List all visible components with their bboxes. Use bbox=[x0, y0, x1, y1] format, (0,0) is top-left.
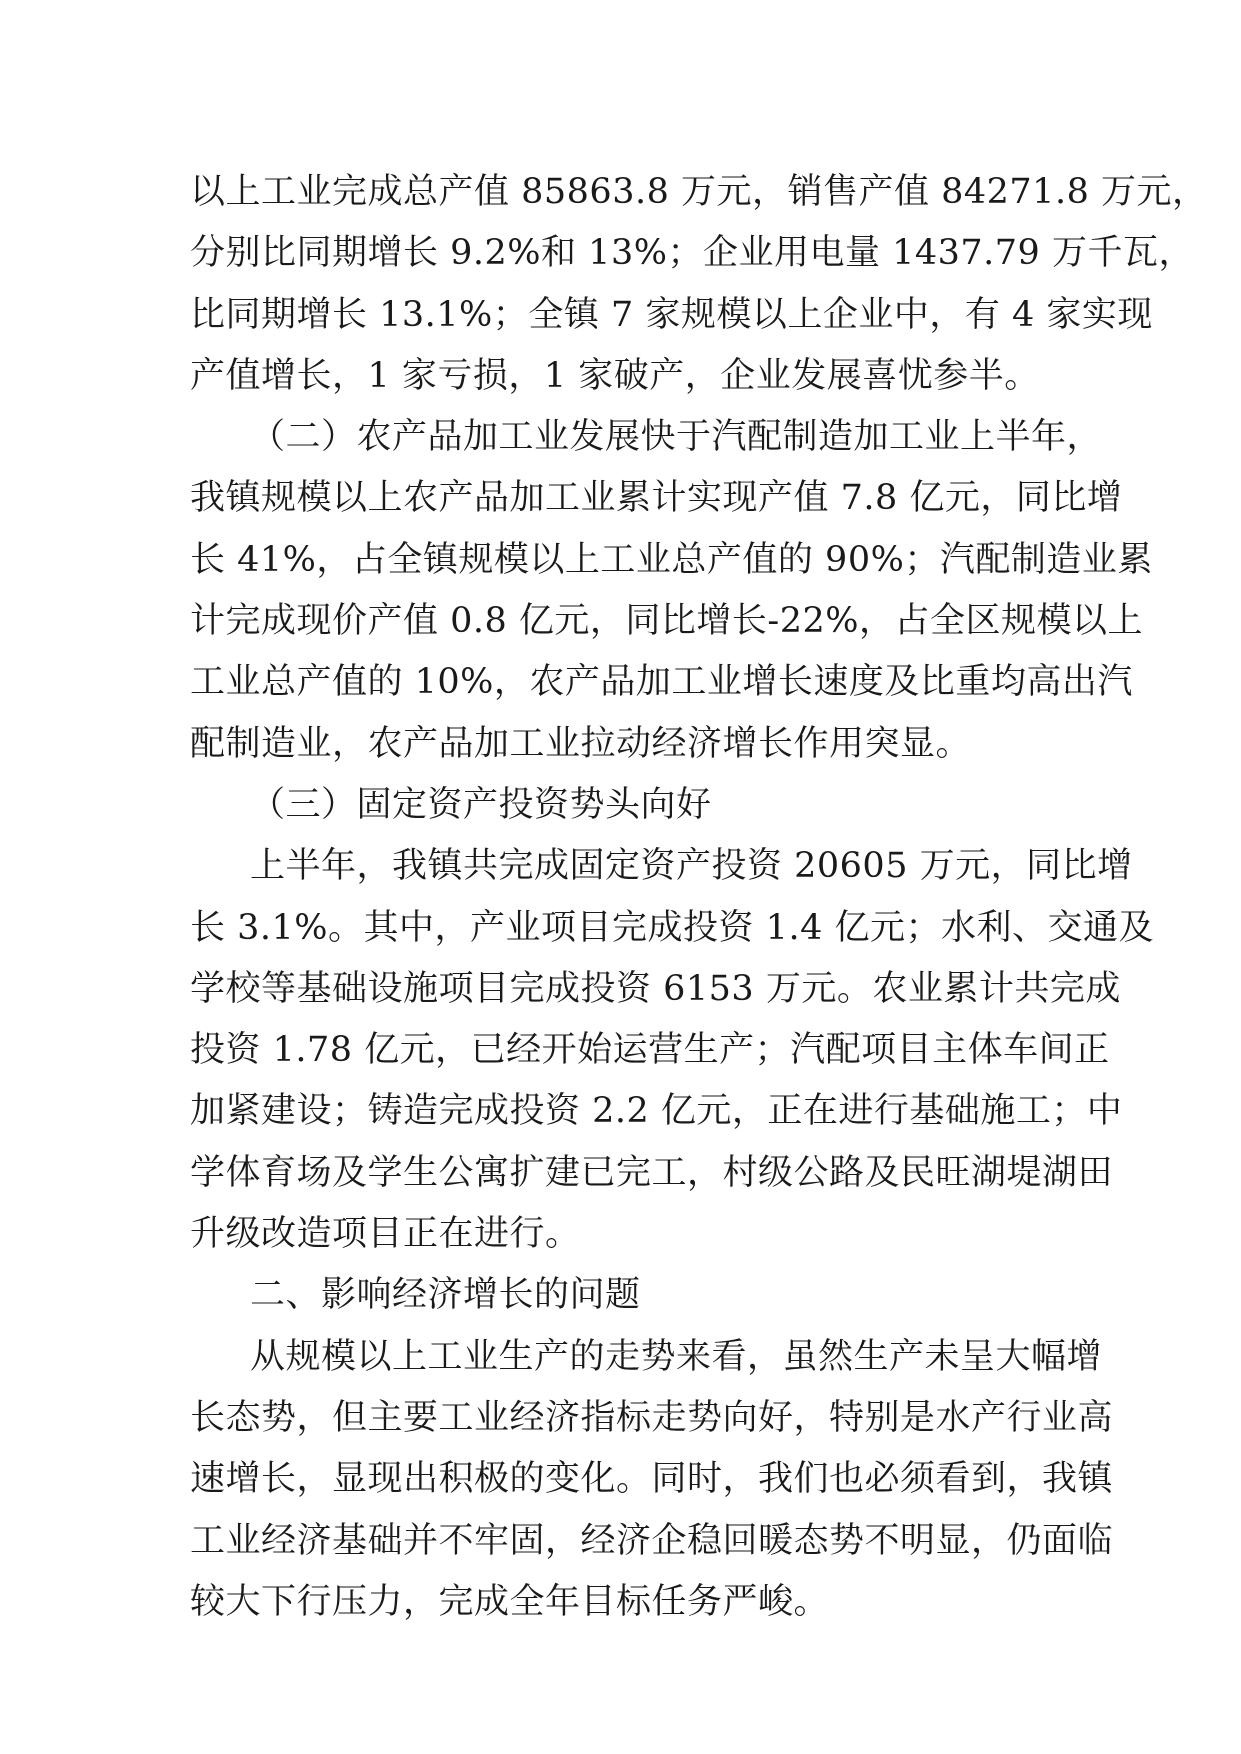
paragraph-line: 配制造业，农产品加工业拉动经济增长作用突显。 bbox=[190, 723, 972, 764]
paragraph-line: 升级改造项目正在进行。 bbox=[190, 1214, 581, 1255]
paragraph-line: 计完成现价产值 0.8 亿元，同比增长-22%，占全区规模以上 bbox=[190, 601, 1144, 642]
paragraph-line: 长 41%，占全镇规模以上工业总产值的 90%；汽配制造业累 bbox=[190, 539, 1153, 580]
document-body bbox=[190, 162, 1208, 1633]
paragraph-line: 学体育场及学生公寓扩建已完工，村级公路及民旺湖堤湖田 bbox=[190, 1152, 1114, 1193]
paragraph-line: 比同期增长 13.1%；全镇 7 家规模以上企业中，有 4 家实现 bbox=[190, 294, 1153, 335]
paragraph-line: 从规模以上工业生产的走势来看，虽然生产未呈大幅增 bbox=[250, 1336, 1103, 1377]
paragraph-line: 分别比同期增长 9.2%和 13%；企业用电量 1437.79 万千瓦， bbox=[190, 233, 1194, 274]
paragraph-line: 产值增长，1 家亏损，1 家破产，企业发展喜忧参半。 bbox=[190, 355, 1040, 396]
paragraph-line: 以上工业完成总产值 85863.8 万元，销售产值 84271.8 万元， bbox=[190, 172, 1208, 212]
paragraph-line: 速增长，显现出积极的变化。同时，我们也必须看到，我镇 bbox=[190, 1459, 1114, 1500]
section-heading-2: （二）农产品加工业发展快于汽配制造加工业上半年， bbox=[250, 417, 1103, 458]
paragraph-line: 学校等基础设施项目完成投资 6153 万元。农业累计共完成 bbox=[190, 968, 1121, 1009]
paragraph-line: 上半年，我镇共完成固定资产投资 20605 万元，同比增 bbox=[250, 846, 1133, 887]
paragraph-line: 我镇规模以上农产品加工业累计实现产值 7.8 亿元，同比增 bbox=[190, 478, 1123, 519]
paragraph-line: 长态势，但主要工业经济指标走势向好，特别是水产行业高 bbox=[190, 1397, 1114, 1438]
paragraph-line: 工业经济基础并不牢固，经济企稳回暖态势不明显，仍面临 bbox=[190, 1520, 1114, 1561]
paragraph-line: 较大下行压力，完成全年目标任务严峻。 bbox=[190, 1581, 830, 1622]
paragraph-line: 长 3.1%。其中，产业项目完成投资 1.4 亿元；水利、交通及 bbox=[190, 907, 1154, 948]
paragraph-line: 加紧建设；铸造完成投资 2.2 亿元，正在进行基础施工；中 bbox=[190, 1091, 1123, 1132]
section-heading-3: （三）固定资产投资势头向好 bbox=[250, 784, 712, 825]
paragraph-line: 工业总产值的 10%，农产品加工业增长速度及比重均高出汽 bbox=[190, 662, 1133, 703]
paragraph-line: 投资 1.78 亿元，已经开始运营生产；汽配项目主体车间正 bbox=[190, 1030, 1110, 1071]
section-heading-problems: 二、影响经济增长的问题 bbox=[250, 1275, 641, 1316]
